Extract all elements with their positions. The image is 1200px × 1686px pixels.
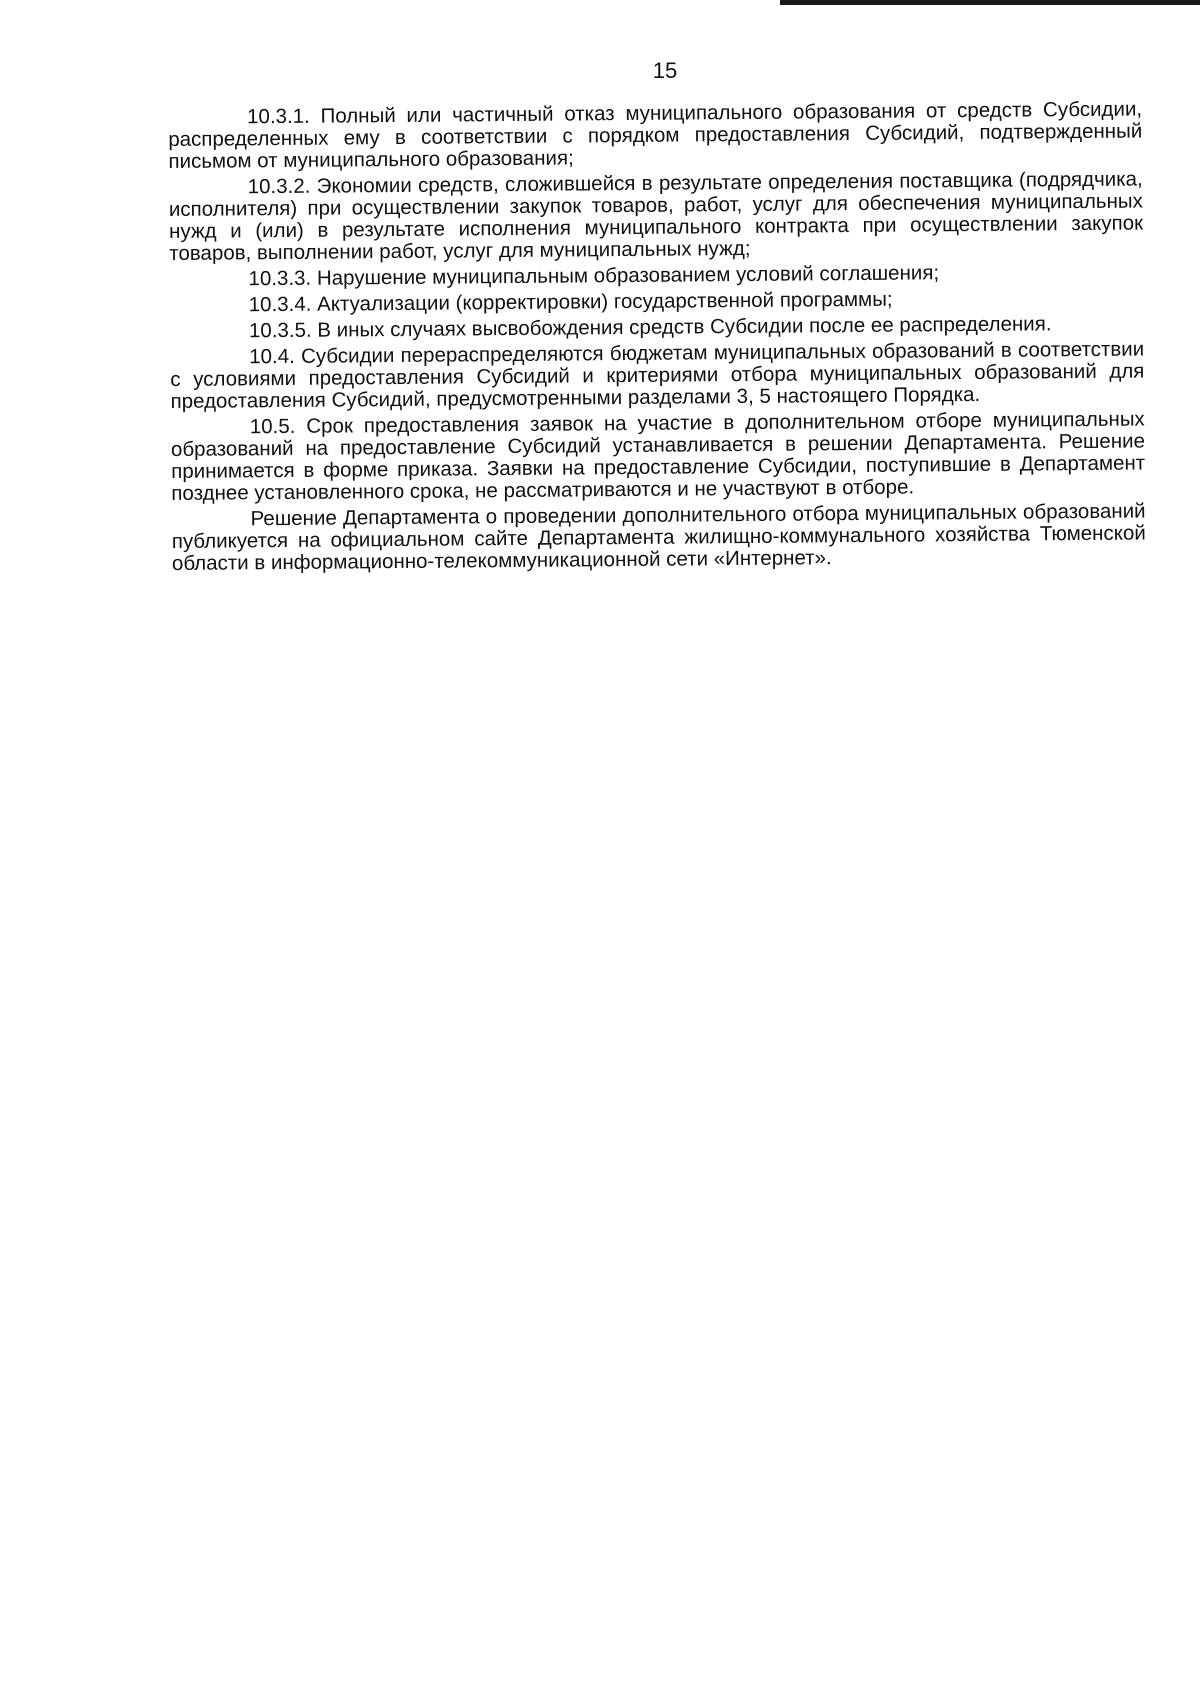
paragraph-10-3-5: 10.3.5. В иных случаях высвобождения средств Субсидии после ее распределения.	[248, 312, 1052, 343]
paragraph-10-3-4: 10.3.4. Актуализации (корректировки) государственной программы;	[248, 287, 893, 317]
paragraph-decision: Решение Департамента о проведении дополнительного отбора муниципальных образований публикуется на официальном сайте Департамента жилищно-коммунального хозяйства Тюменской области в информационно-телекоммуникационной сети «Интернет».	[171, 499, 1146, 575]
paragraph-10-3-1: 10.3.1. Полный или частичный отказ муниципального образования от средств Субсидии, распределенных ему в соответствии с порядком предоставления Субсидий, подтвержденный письмом от муниципального образования;	[168, 97, 1143, 173]
paragraph-10-5: 10.5. Срок предоставления заявок на участие в дополнительном отборе муниципальных образований на предоставление Субсидий устанавливается в решении Департамента. Решение принимается в форме приказа. Заявки на предоставление Субсидии, поступившие в Департамент позднее установленного срока, не рассматриваются и не участвуют в отборе.	[170, 407, 1146, 505]
paragraph-10-4: 10.4. Субсидии перераспределяются бюджетам муниципальных образований в соответствии с условиями предоставления Субсидий и критериями отбора муниципальных образований для предоставления Субсидий, предусмотренными разделами 3, 5 настоящего Порядка.	[170, 337, 1145, 413]
paragraph-10-3-2: 10.3.2. Экономии средств, сложившейся в результате определения поставщика (подрядчика, исполнителя) при осуществлении закупок товаров, работ, услуг для обеспечения муниципальных нужд и (или) в результате исполнения муниципального контракта при осуществлении закупок товаров, выполнении работ, услуг для муниципальных нужд;	[168, 167, 1144, 265]
document-body	[168, 99, 1146, 579]
top-scan-rule	[780, 0, 1200, 5]
paragraph-10-3-3: 10.3.3. Нарушение муниципальным образованием условий соглашения;	[248, 261, 940, 291]
page-number: 15	[652, 58, 678, 83]
